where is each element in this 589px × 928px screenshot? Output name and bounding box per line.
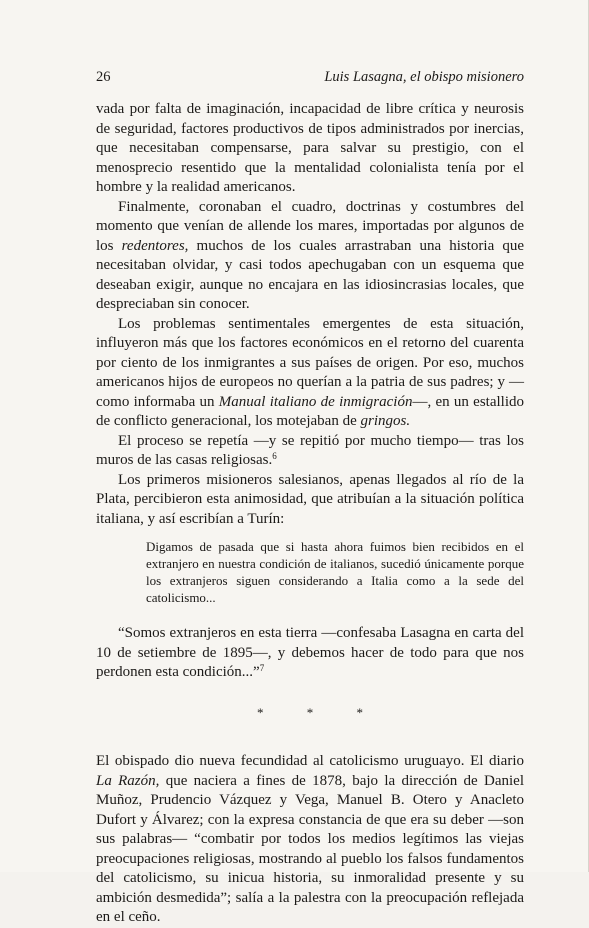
- paragraph-3: [96, 315, 524, 432]
- spacer: [96, 606, 524, 624]
- paragraph-2-emphasis: redentores,: [121, 237, 189, 254]
- section-break: [96, 703, 524, 723]
- paragraph-4-text: El proceso se repetía —y se repitió por mucho tiempo— tras los muros de las casas religiosas.: [96, 432, 524, 468]
- paragraph-6-text: “Somos extranjeros en esta tierra —confesaba Lasagna en carta del 10 de setiembre de 1895—, y debemos hacer de todo para que nos perdonen esta condición...”: [96, 625, 524, 680]
- paragraph-7-text-b: que naciera a fines de 1878, bajo la dirección de Daniel Muñoz, Prudencio Vázquez y Vega, Manuel B. Otero y Anacleto Dufort y Álvarez; con la expresa constancia de que era su deber —son sus palabras— “combatir por todos los medios legítimos las viejas preocupaciones religiosas, mostrando al pueblo los falsos fundamentos del catolicismo, su inicua historia, su inmoralidad presente y su ambición desmedida”; salía a la palestra con la preocupación reflejada en el ceño.: [96, 772, 524, 925]
- page-body: [96, 100, 524, 928]
- paragraph-7-emphasis: La Razón,: [96, 772, 160, 789]
- section-star-3: *: [356, 704, 363, 720]
- running-title: Luis Lasagna, el obispo misionero: [324, 69, 524, 85]
- page-number: 26: [96, 69, 111, 85]
- paragraph-3-emphasis-gringos: gringos.: [360, 413, 411, 429]
- section-star-1: *: [257, 704, 264, 720]
- section-star-2: *: [306, 704, 314, 720]
- paragraph-3-text-a: Los problemas sentimentales emergentes de esta situación, influyeron más que los factores económicos en el retorno del cuarenta por ciento de los inmigrantes a sus países de origen. Por eso, muchos americanos hijos de europeos no querían a la patria de sus padres; y —como informaba un: [96, 315, 524, 410]
- paragraph-1: vada por falta de imaginación, incapacidad de libre crítica y neurosis de seguridad, factores productivos de tipos administrados por inercias, que necesitaban compensarse, para salvar su prestigio, con el menosprecio resentido que la mentalidad colonialista tenía por el hombre y la realidad americanos.: [96, 101, 524, 195]
- footnote-ref-7: 7: [259, 663, 265, 673]
- paragraph-7: [96, 752, 524, 928]
- block-quote: Digamos de pasada que si hasta ahora fuimos bien recibidos en el extranjero en nuestra condición de italianos, sucedió únicamente porque los extranjeros siguen considerando a Italia como a la sede del catolicismo...: [146, 539, 524, 605]
- spacer: [96, 722, 524, 752]
- footnote-ref-6: 6: [272, 451, 277, 461]
- paragraph-3-text-b: —, en un estallido de conflicto generacional, los motejaban de: [96, 393, 525, 429]
- paragraph-2: [96, 198, 524, 315]
- paragraph-2-text-b: muchos de los cuales arrastraban una historia que necesitaban olvidar, y casi todos apechugaban con un esquema que deseaban exigir, aunque no encajara en las idiosincrasias locales, que despreciaban sin conocer.: [96, 237, 525, 312]
- paragraph-3-emphasis-manual: Manual italiano de inmigración: [218, 393, 413, 410]
- paragraph-5: Los primeros misioneros salesianos, apenas llegados al río de la Plata, percibieron esta animosidad, que atribuían a la situación política italiana, y así escribían a Turín:: [96, 471, 524, 527]
- paragraph-2-text-a: Finalmente, coronaban el cuadro, doctrinas y costumbres del momento que venían de allende los mares, importadas por algunos de los: [96, 198, 524, 254]
- paragraph-7-text-a: El obispado dio nueva fecundidad al catolicismo uruguayo. El diario: [96, 753, 524, 769]
- paragraph-4: [96, 432, 524, 471]
- paragraph-6: [96, 624, 524, 683]
